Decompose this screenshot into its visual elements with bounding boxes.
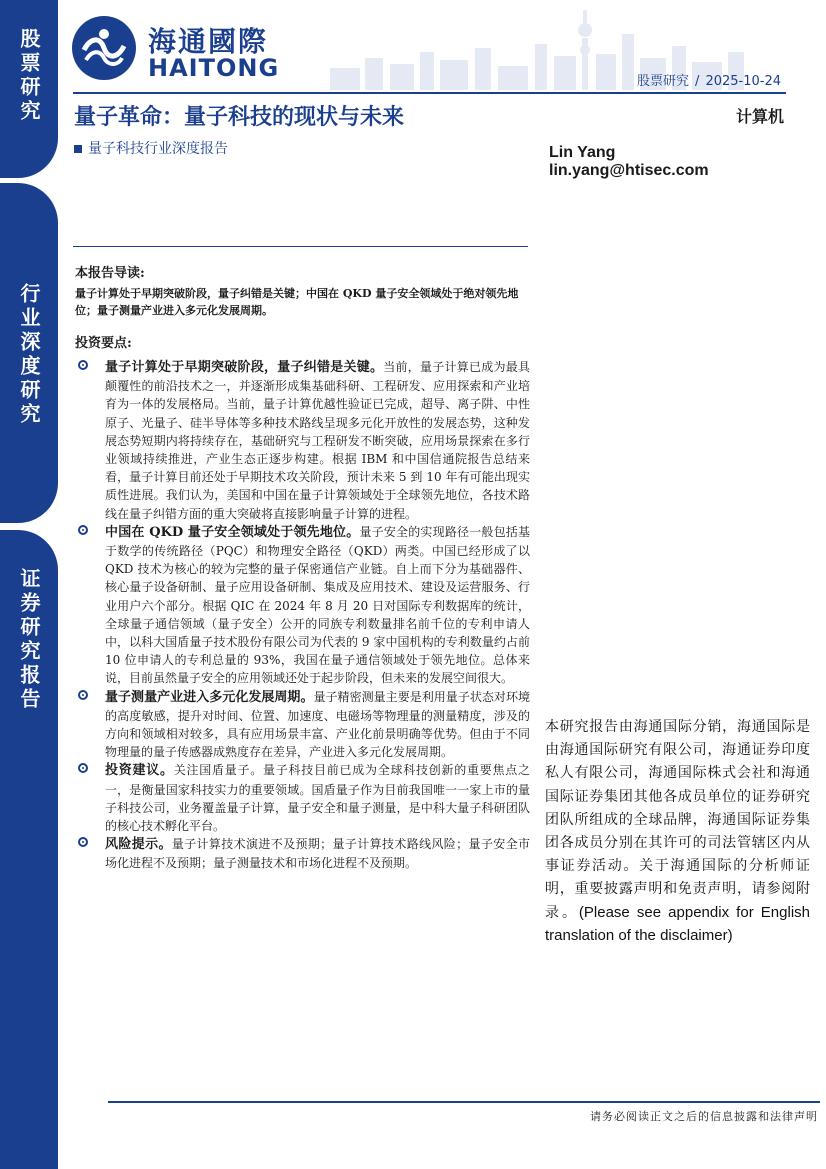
header-divider [73, 92, 786, 94]
key-point-qkd [75, 523, 530, 688]
key-point-text: 关注国盾量子。量子科技目前已成为全球科技创新的重要焦点之一，是衡量国家科技实力的重要领域。国盾量子作为目前我国唯一一家上市的量子科技公司，业务覆盖量子计算，量子安全和量子测量，是中科大量子科研团队的核心技术孵化平台。 [105, 763, 530, 834]
report-meta [637, 70, 781, 89]
section-divider [73, 246, 528, 247]
circle-bullet-icon [78, 763, 88, 773]
report-subtitle [74, 138, 228, 158]
sidebar-industry-research [0, 183, 58, 523]
key-point-measurement [75, 688, 530, 762]
key-point-text: 量子安全的实现路径一般包括基于数学的传统路径（PQC）和物理安全路径（QKD）两类。中国已经形成了以 QKD 技术为核心的较为完整的量子保密通信产业链。自上而下分为基础器件、核心量子设备研制、量子应用设备研制、集成及应用技术、建设及运营服务、行业用户六个部分。根据 QIC 在 2024 年 8 月 20 日对国际专利数据库的统计，全球量子通信领域（量子安全）公开的同族专利数量排名前千位的专利申请人中，以科大国盾量子技术股份有限公司为代表的 9 家中国机构的专利数量约占前 10 位申请人的专利总量的 93%，我国在量子通信领域处于领先地位。总体来说，目前虽然量子安全的应用领域还处于起步阶段，但未来的发展空间很大。 [105, 524, 530, 686]
sidebar-securities-report [0, 530, 58, 1169]
circle-bullet-icon [78, 690, 88, 700]
report-type: 股票研究 [637, 74, 690, 89]
analyst-name: Lin Yang [549, 144, 616, 161]
sidebar-label-1: 股票研究 [17, 28, 41, 124]
sector-label: 计算机 [735, 107, 784, 126]
analyst-email[interactable]: lin.yang@htisec.com [549, 162, 709, 179]
report-date: 2025-10-24 [705, 74, 781, 89]
key-point-lead: 投资建议。 [105, 763, 174, 779]
haitong-logo [70, 10, 310, 80]
footer-notice: 请务必阅读正文之后的信息披露和法律声明 [590, 1110, 818, 1123]
footer-divider [108, 1101, 820, 1103]
square-bullet-icon [74, 145, 82, 153]
logo-chinese: 海通國際 [148, 25, 269, 58]
logo-english: HAITONG [148, 54, 280, 82]
key-point-computing [75, 358, 530, 523]
key-point-lead: 量子计算处于早期突破阶段，量子纠错是关键。 [105, 360, 384, 375]
key-point-text: 量子精密测量主要是利用量子状态对环境的高度敏感，提升对时间、位置、加速度、电磁场等物理量的测量精度，涉及的方向和领域相对较多，具有应用场景丰富、产业化前景明确等优势。但由于不同物理量的量子传感器成熟度存在差异，产业进入多元化发展周期。 [105, 689, 530, 760]
key-points-heading: 投资要点: [75, 336, 132, 351]
circle-bullet-icon [78, 525, 88, 535]
key-point-text: 当前，量子计算已成为最具颠覆性的前沿技术之一，并逐渐形成集基础科研、工程研发、应用探索和产业培育为一体的发展格局。当前，量子计算优越性验证已完成，超导、离子阱、中性原子、光量子、硅半导体等多种技术路线呈现多元化开放性的发展态势，这种发展态势短期内将持续存在，基础研究与工程研发不断突破，应用场景探索在多行业领域持续推进，产业生态正逐步构建。根据 IBM 和中国信通院报告总结来看，量子计算目前还处于早期技术攻关阶段，预计未来 5 到 10 年有可能出现实质性进展。我们认为，美国和中国在量子计算领域处于全球领先地位，各技术路线在量子纠错方面的重大突破将直接影响量子计算的进程。 [105, 360, 530, 521]
sidebar-label-3: 证券研究报告 [17, 568, 41, 712]
disclaimer-box [545, 716, 810, 948]
circle-bullet-icon [78, 837, 88, 847]
key-point-text: 量子计算技术演进不及预期；量子计算技术路线风险；量子安全市场化进程不及预期；量子测量技术和市场化进程不及预期。 [105, 837, 530, 871]
key-point-lead: 量子测量产业进入多元化发展周期。 [105, 689, 314, 705]
circle-bullet-icon [78, 360, 88, 370]
intro-body: 量子计算处于早期突破阶段，量子纠错是关键；中国在 QKD 量子安全领域处于绝对领先地位；量子测量产业进入多元化发展周期。 [75, 287, 519, 317]
key-point-risk [75, 835, 530, 872]
meta-separator: / [695, 74, 700, 89]
analyst-info [549, 144, 709, 180]
disclaimer-english: (Please see appendix for English translation of the disclaimer) [545, 903, 810, 944]
key-point-lead: 风险提示。 [105, 837, 172, 853]
key-point-lead: 中国在 QKD 量子安全领域处于领先地位。 [105, 524, 360, 540]
report-title: 量子革命：量子科技的现状与未来 [74, 104, 405, 130]
sidebar-stock-research [0, 0, 58, 178]
subtitle-text: 量子科技行业深度报告 [88, 141, 228, 157]
key-points-list [75, 358, 530, 873]
left-sidebar [0, 0, 58, 1169]
intro-heading: 本报告导读: [75, 266, 145, 281]
disclaimer-chinese: 本研究报告由海通国际分销，海通国际是由海通国际研究有限公司，海通证券印度私人有限公司，海通国际株式会社和海通国际证券集团其他各成员单位的证券研究团队所组成的全球品牌，海通国际证券集团各成员分别在其许可的司法管辖区内从事证券活动。关于海通国际的分析师证明，重要披露声明和免责声明，请参阅附录。 [545, 719, 810, 921]
logo-emblem-icon [72, 16, 136, 80]
key-point-investment [75, 761, 530, 835]
sidebar-label-2: 行业深度研究 [17, 283, 41, 427]
